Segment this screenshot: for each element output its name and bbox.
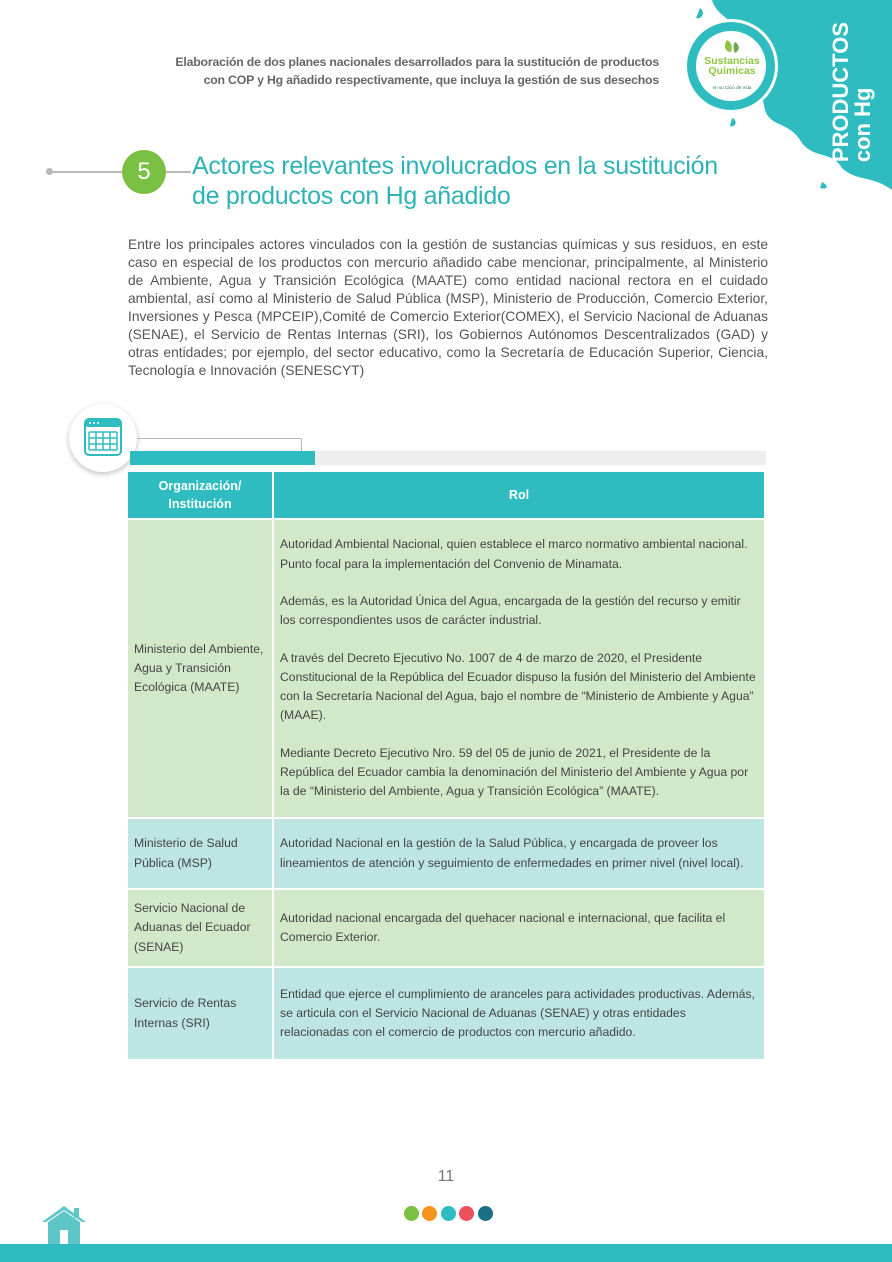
- rol-paragraph: Además, es la Autoridad Única del Agua, encargada de la gestión del recurso y emitir los correspondientes usos de carácter industrial.: [280, 593, 741, 628]
- color-dots: [404, 1206, 492, 1226]
- rol-cell: [273, 889, 765, 967]
- header-rol: Rol: [273, 472, 765, 519]
- section-title: [192, 151, 772, 211]
- section-title-line1: Actores relevantes involucrados en la sustitución: [192, 152, 718, 180]
- section-title-line2: de productos con Hg añadido: [192, 182, 511, 210]
- dot-red: [459, 1206, 474, 1221]
- rol-paragraph: A través del Decreto Ejecutivo No. 1007 de 4 de marzo de 2020, el Presidente Constitucional de la República del Ecuador dispuso la fusión del Ministerio del Ambiente con la Secretaría Nacional del Agua, bajo el nombre de “Ministerio de Ambiente y Agua” (MAAE).: [280, 650, 756, 723]
- dot-teal: [441, 1206, 456, 1221]
- rol-cell: [273, 519, 765, 818]
- rol-cell: [273, 967, 765, 1059]
- dot-green: [404, 1206, 419, 1221]
- org-cell: Servicio de Rentas Internas (SRI): [128, 967, 273, 1059]
- header-organization-line1: Organización/: [158, 479, 242, 493]
- footer-bar: [0, 1244, 892, 1262]
- side-tab-title: [830, 22, 874, 162]
- header-line2: con COP y Hg añadido respectivamente, que incluya la gestión de sus desechos: [203, 73, 659, 87]
- table-row: [128, 889, 765, 967]
- document-header: [139, 53, 659, 89]
- intro-paragraph: Entre los principales actores vinculados con la gestión de sustancias químicas y sus residuos, en este caso en especial de los productos con mercurio añadido cabe mencionar, principalmente, al Ministerio de Ambiente, Agua y Transición Ecológica (MAATE) como entidad nacional rectora en el cuidado ambiental, así como al Ministerio de Salud Pública (MSP), Ministerio de Producción, Comercio Exterior, Inversiones y Pesca (MPCEIP),Comité de Comercio Exterior(COMEX), el Servicio Nacional de Aduanas (SENAE), el Servicio de Rentas Internas (SRI), los Gobiernos Autónomos Descentralizados (GAD) y otras entidades; por ejemplo, del sector educativo, como la Secretaría de Educación Superior, Ciencia, Tecnología e Innovación (SENESCYT): [128, 237, 768, 378]
- rol-paragraph: Autoridad Nacional en la gestión de la Salud Pública, y encargada de proveer los lineamientos de atención y seguimiento de enfermedades en primer nivel (nivel local).: [280, 836, 744, 870]
- home-icon[interactable]: [40, 1204, 88, 1244]
- table-row: [128, 967, 765, 1059]
- section-line-right: [165, 171, 191, 173]
- dot-orange: [422, 1206, 437, 1221]
- org-cell: Servicio Nacional de Aduanas del Ecuador (SENAE): [128, 889, 273, 967]
- table-row: [128, 519, 765, 818]
- table-icon-badge: [69, 404, 137, 472]
- section-line-left: [48, 171, 128, 173]
- section-number-badge: 5: [122, 150, 166, 194]
- page-number: 11: [437, 1168, 455, 1185]
- logo-name-line2: Químicas: [708, 65, 756, 77]
- org-cell: Ministerio de Salud Pública (MSP): [128, 818, 273, 889]
- table-icon: [84, 418, 122, 456]
- table-row: [128, 818, 765, 889]
- side-tab-line1: PRODUCTOS: [828, 22, 853, 163]
- table-header-row: [128, 472, 765, 519]
- rol-paragraph: Entidad que ejerce el cumplimiento de aranceles para actividades productivas. Además, se articula con el Servicio Nacional de Aduanas (SENAE) y otras entidades relacionadas con el comercio de productos con mercurio añadido.: [280, 986, 755, 1040]
- table-bracket-line: [137, 438, 302, 451]
- logo-name: [700, 56, 764, 76]
- rol-paragraph: Mediante Decreto Ejecutivo Nro. 59 del 05 de junio de 2021, el Presidente de la República del Ecuador cambia la denominación del Ministerio del Ambiente y Agua por la de “Ministerio del Ambiente, Agua y Transición Ecológica” (MAATE).: [280, 745, 749, 799]
- actors-table: [128, 472, 766, 1059]
- header-line1: Elaboración de dos planes nacionales desarrollados para la sustitución de productos: [175, 55, 659, 69]
- side-tab-line2: con Hg: [850, 87, 875, 163]
- table-top-bar-accent: [130, 451, 315, 465]
- header-organization-line2: Institución: [168, 497, 232, 511]
- header-organization: [128, 472, 273, 519]
- rol-paragraph: Autoridad Ambiental Nacional, quien establece el marco normativo ambiental nacional. Punto focal para la implementación del Convenio de Minamata.: [280, 537, 748, 571]
- rol-cell: [273, 818, 765, 889]
- rol-paragraph: Autoridad nacional encargada del quehacer nacional e internacional, que facilita el Comercio Exterior.: [280, 910, 726, 944]
- logo-name-line1: Sustancias: [704, 55, 760, 67]
- org-cell: Ministerio del Ambiente, Agua y Transición Ecológica (MAATE): [128, 519, 273, 818]
- dot-dark-teal: [478, 1206, 493, 1221]
- logo-tagline: en su Ciclo de Vida: [712, 85, 752, 90]
